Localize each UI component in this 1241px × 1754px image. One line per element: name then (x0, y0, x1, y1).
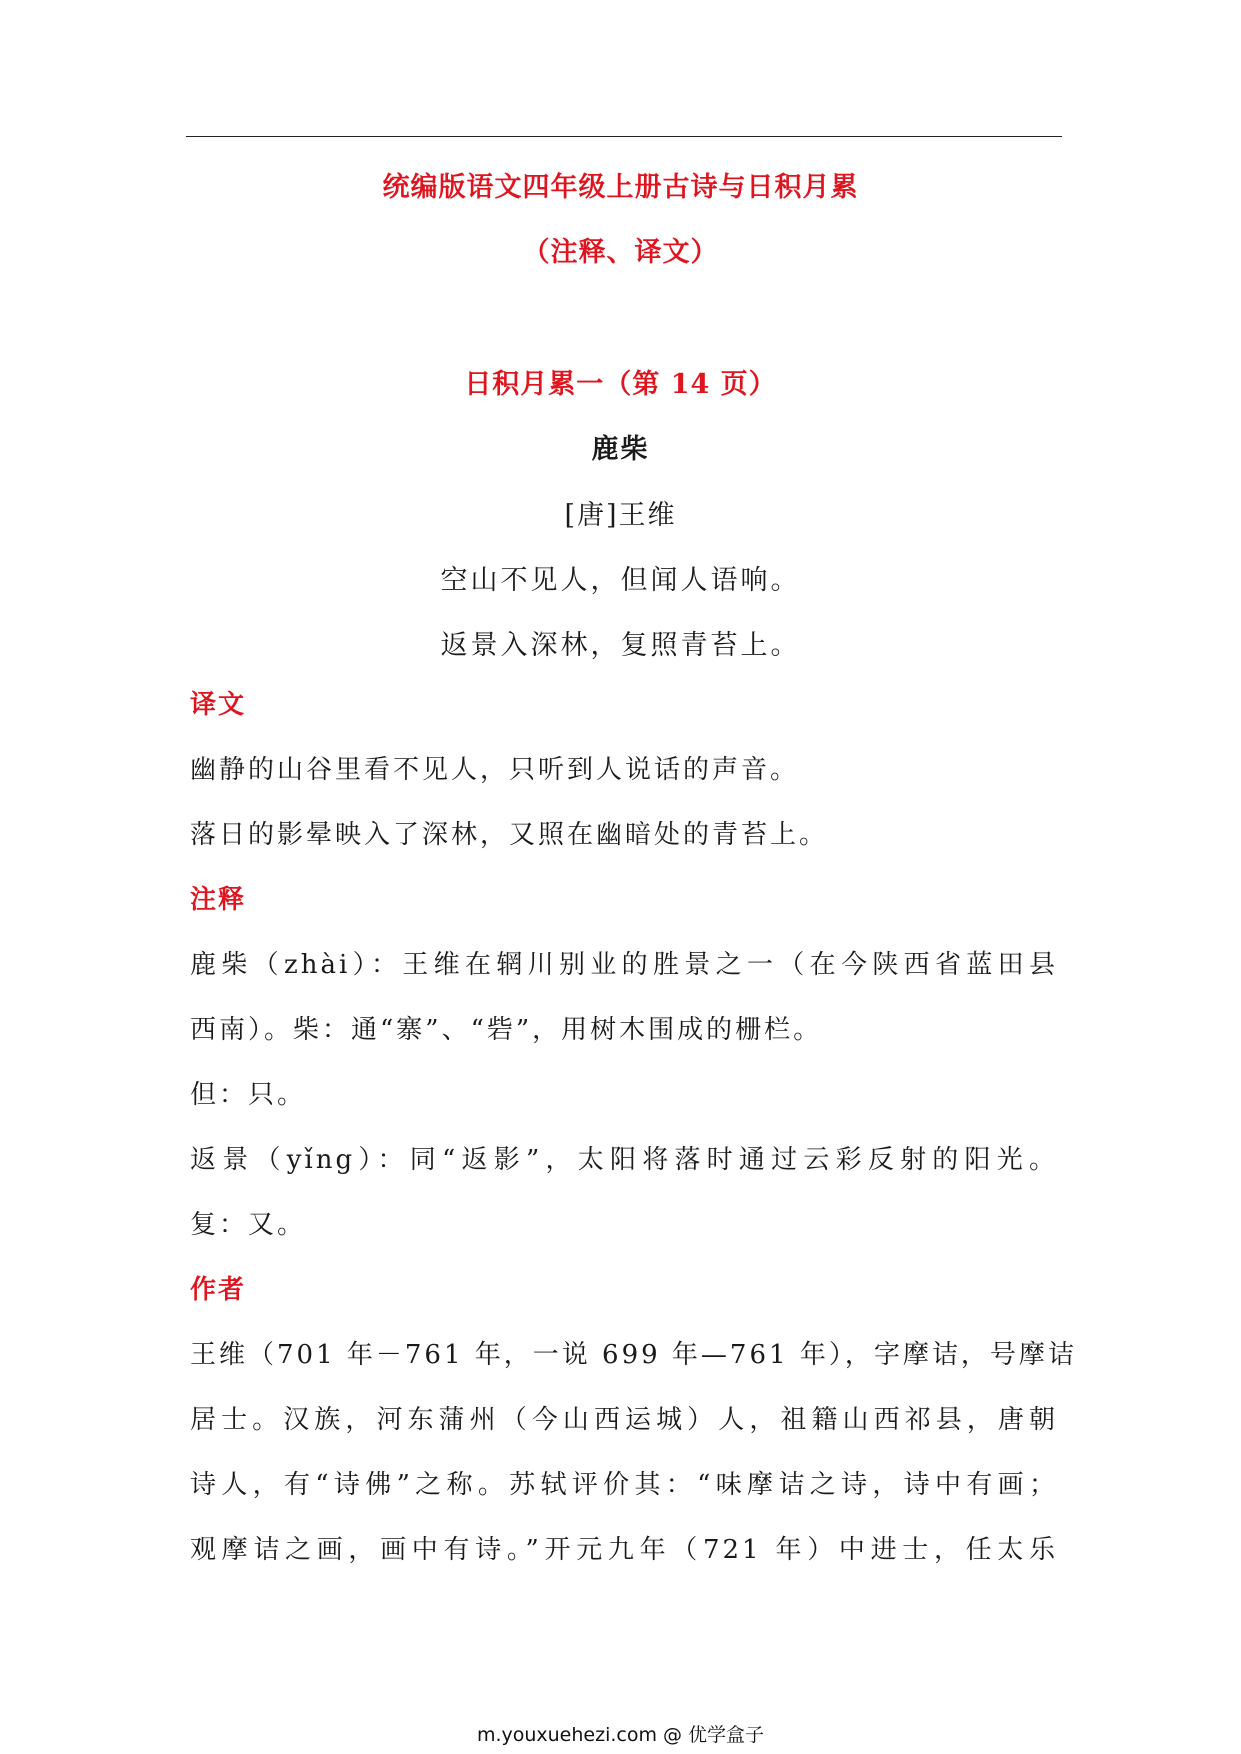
document-subtitle: （注释、译文） (522, 237, 719, 268)
header-rule (186, 136, 1062, 137)
translation-line: 幽静的山谷里看不见人，只听到人说话的声音。 (190, 755, 800, 785)
section-heading: 日积月累一（第 14 页） (464, 369, 777, 400)
note-line: 复：又。 (190, 1210, 307, 1240)
footer-watermark: m.youxuehezi.com @ 优学盒子 (476, 1724, 765, 1746)
author-label: 作者 (190, 1275, 247, 1305)
poem-title: 鹿柴 (591, 434, 650, 465)
author-bio-line: 观摩诘之画，画中有诗。”开元九年（721 年）中进士，任太乐 (190, 1535, 1058, 1565)
poem-line: 返景入深林，复照青苔上。 (440, 630, 801, 661)
note-line: 返景（yǐng）：同“返影”，太阳将落时通过云彩反射的阳光。 (190, 1145, 1058, 1175)
translation-label: 译文 (190, 690, 247, 720)
notes-label: 注释 (190, 885, 247, 915)
note-line: 鹿柴（zhài）：王维在辋川别业的胜景之一（在今陕西省蓝田县 (190, 950, 1058, 980)
author-bio-line: 王维（701 年－761 年，一说 699 年—761 年），字摩诘，号摩诘 (190, 1340, 1077, 1370)
note-line: 西南）。柴：通“寨”、“砦”，用树木围成的栅栏。 (190, 1015, 823, 1045)
note-line: 但：只。 (190, 1080, 307, 1110)
author-bio-line: 居士。汉族，河东蒲州（今山西运城）人，祖籍山西祁县，唐朝 (190, 1405, 1058, 1435)
poem-line: 空山不见人，但闻人语响。 (440, 565, 801, 596)
translation-line: 落日的影晕映入了深林，又照在幽暗处的青苔上。 (190, 820, 829, 850)
author-bio-line: 诗人，有“诗佛”之称。苏轼评价其：“味摩诘之诗，诗中有画； (190, 1470, 1058, 1500)
poem-author: [唐]王维 (564, 500, 677, 531)
document-title: 统编版语文四年级上册古诗与日积月累 (382, 172, 859, 203)
